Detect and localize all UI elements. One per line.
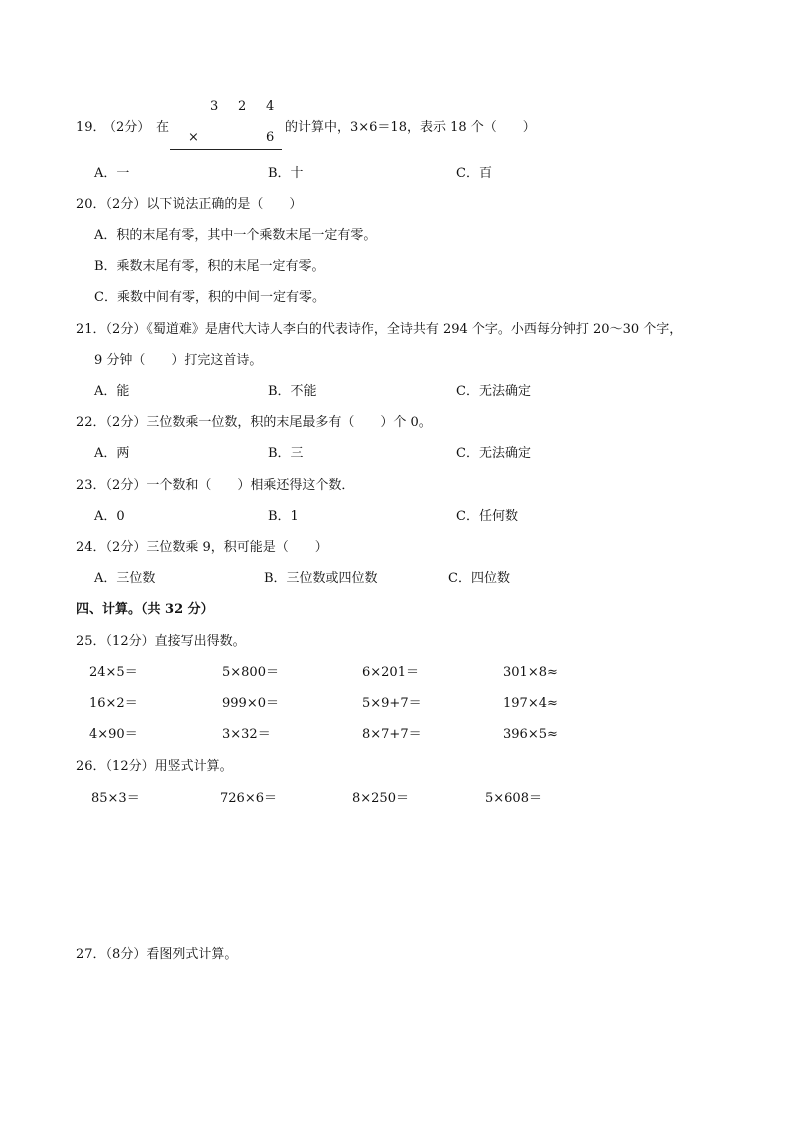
q24-stem: 24．（2分）三位数乘 9，积可能是（ ）	[76, 540, 328, 555]
q25-item: 301×8≈	[503, 665, 558, 680]
vm-underline	[170, 149, 282, 150]
q22-option-b: B．三	[268, 446, 304, 461]
q22-option-c: C．无法确定	[456, 446, 531, 461]
q19-prefix: 在	[156, 120, 170, 135]
q21-option-b: B．不能	[268, 384, 317, 399]
q23-option-a: A．0	[94, 509, 125, 524]
q25-item: 999×0＝	[222, 696, 279, 711]
q25-item: 16×2＝	[89, 696, 138, 711]
q20-option-a: A．积的末尾有零，其中一个乘数末尾一定有零。	[94, 228, 377, 243]
q21-stem-line2: 9 分钟（ ）打完这首诗。	[94, 353, 263, 368]
q25-item: 4×90＝	[89, 727, 138, 742]
vm-top-digit: 2	[238, 99, 247, 114]
q19-option-a: A．一	[94, 166, 130, 181]
q27-stem: 27．（8分）看图列式计算。	[76, 947, 238, 962]
vm-top-digit: 3	[210, 99, 219, 114]
q24-option-c: C．四位数	[448, 571, 510, 586]
q23-stem: 23．（2分）一个数和（ ）相乘还得这个数．	[76, 478, 355, 493]
q23-option-b: B．1	[268, 509, 299, 524]
q26-item: 8×250＝	[352, 791, 409, 806]
q25-item: 24×5＝	[89, 665, 138, 680]
q19-suffix: 的计算中，3×6＝18，表示 18 个（ ）	[285, 120, 536, 135]
q20-option-c: C．乘数中间有零，积的中间一定有零。	[94, 290, 325, 305]
q24-option-a: A．三位数	[94, 571, 156, 586]
q24-option-b: B．三位数或四位数	[264, 571, 378, 586]
vm-top-digit: 4	[266, 99, 275, 114]
q22-option-a: A．两	[94, 446, 130, 461]
q26-item: 726×6＝	[220, 791, 277, 806]
q26-stem: 26．（12分）用竖式计算。	[76, 759, 233, 774]
section-4-title: 四、计算。（共 32 分）	[76, 602, 214, 617]
q25-item: 6×201＝	[362, 665, 419, 680]
q19-option-b: B．十	[268, 166, 304, 181]
q22-stem: 22．（2分）三位数乘一位数，积的末尾最多有（ ）个 0。	[76, 415, 432, 430]
q20-stem: 20．（2分）以下说法正确的是（ ）	[76, 197, 303, 212]
q21-stem-line1: 21．（2分）《蜀道难》是唐代大诗人李白的代表诗作，全诗共有 294 个字。小西每分钟打 20～30 个字，	[76, 322, 683, 337]
q21-option-c: C．无法确定	[456, 384, 531, 399]
q26-item: 5×608＝	[485, 791, 542, 806]
q21-option-a: A．能	[94, 384, 130, 399]
q25-item: 5×9+7＝	[362, 696, 422, 711]
vm-operator: ×	[188, 130, 199, 145]
q26-item: 85×3＝	[91, 791, 140, 806]
q19-option-c: C．百	[456, 166, 492, 181]
q25-item: 8×7+7＝	[362, 727, 422, 742]
q25-item: 197×4≈	[503, 696, 558, 711]
q25-item: 5×800＝	[222, 665, 279, 680]
q25-item: 3×32＝	[222, 727, 271, 742]
vm-bottom-digit: 6	[266, 130, 275, 145]
q20-option-b: B．乘数末尾有零，积的末尾一定有零。	[94, 259, 325, 274]
q25-stem: 25．（12分）直接写出得数。	[76, 634, 246, 649]
q19-points: （2分）	[103, 120, 151, 135]
q19-number: 19．	[76, 120, 106, 135]
q25-item: 396×5≈	[503, 727, 558, 742]
q23-option-c: C．任何数	[456, 509, 518, 524]
